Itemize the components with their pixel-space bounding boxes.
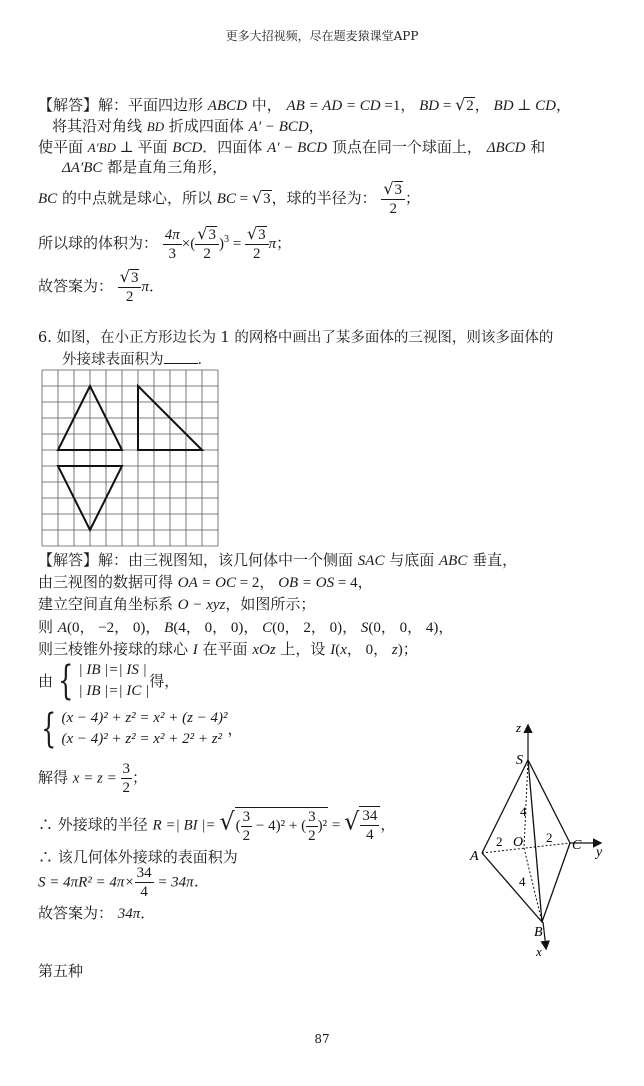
math-abc: ABC bbox=[439, 553, 468, 569]
fraction-numerator: 34 bbox=[362, 808, 378, 824]
solution6-line1 bbox=[38, 551, 517, 570]
fraction bbox=[163, 226, 182, 263]
fraction bbox=[360, 807, 379, 844]
fraction bbox=[381, 180, 405, 218]
text: 顶点在同一个球面上， bbox=[327, 138, 487, 156]
fraction-denominator: 2 bbox=[308, 827, 316, 844]
solution6-line12 bbox=[38, 904, 155, 923]
label-a: A bbox=[470, 849, 479, 864]
punct: ． bbox=[140, 904, 156, 922]
equation: | IB |=| IC | bbox=[78, 683, 150, 699]
text: 故答案为： bbox=[38, 277, 118, 295]
math-triangle: ΔBCD bbox=[486, 140, 526, 156]
math-eq: = bbox=[328, 817, 345, 834]
punct: ； bbox=[405, 189, 421, 207]
solution5-line5 bbox=[38, 180, 420, 218]
answer-tag: 【解答】解：平面四边形 bbox=[38, 96, 208, 114]
text: 的中点就是球心，所以 bbox=[57, 189, 217, 207]
math-equality: x = z = bbox=[72, 770, 121, 787]
math-abs: =| BI |= bbox=[161, 817, 220, 834]
math-eq: = bbox=[228, 236, 245, 252]
fraction-denominator: 2 bbox=[203, 246, 211, 262]
math-coord-system: O − xyz bbox=[177, 597, 226, 613]
label-s: S bbox=[516, 753, 523, 768]
answer-value: 34π bbox=[117, 906, 141, 922]
coord-a: (0， −2， 0)， bbox=[66, 620, 161, 636]
solution5-line1 bbox=[38, 96, 571, 115]
text: 故答案为： bbox=[38, 904, 118, 922]
equation: (x − 4)² + z² = x² + 2² + z² bbox=[61, 731, 223, 747]
perp-symbol: ⊥ bbox=[513, 98, 536, 114]
math-expr: )² bbox=[317, 817, 328, 834]
math-bcd: BCD bbox=[172, 140, 203, 156]
text: ，如图所示； bbox=[225, 595, 316, 613]
math-eq: = bbox=[439, 98, 456, 114]
sqrt-icon: √ bbox=[197, 224, 208, 243]
solution6-line2 bbox=[38, 573, 373, 592]
text: 平面 bbox=[137, 138, 173, 156]
text: 外接球表面积为 bbox=[62, 352, 164, 368]
coord-s: (0， 0， 4)， bbox=[368, 620, 454, 636]
length-oa: 2 bbox=[496, 834, 503, 849]
solution6-line9 bbox=[38, 806, 395, 845]
math-equality: AB = AD = CD bbox=[286, 98, 381, 114]
sqrt-icon: √ bbox=[251, 188, 263, 207]
fraction bbox=[135, 864, 154, 901]
sqrt-icon: √ bbox=[219, 807, 235, 836]
math-equality: OA = OC bbox=[177, 575, 236, 591]
equation-system bbox=[78, 660, 149, 702]
text: 上，设 bbox=[275, 640, 331, 658]
problem6-line1: 6. 如图，在小正方形边长为 1 的网格中画出了某多面体的三视图，则该多面体的 bbox=[38, 330, 554, 346]
fraction-numerator: 3 bbox=[308, 808, 316, 825]
sqrt-icon: √ bbox=[383, 179, 394, 198]
text: 建立空间直角坐标系 bbox=[38, 595, 178, 613]
punct: ． bbox=[149, 277, 165, 295]
sqrt-body bbox=[359, 806, 380, 844]
fraction-denominator: 4 bbox=[140, 884, 148, 900]
fraction bbox=[241, 808, 253, 845]
fraction-denominator: 2 bbox=[122, 780, 131, 796]
text: ．四面体 bbox=[202, 138, 268, 156]
fraction bbox=[118, 268, 142, 306]
brace-icon: { bbox=[58, 658, 74, 704]
solution6-line8 bbox=[38, 760, 147, 797]
text: 所以球的体积为： bbox=[38, 234, 163, 252]
equation: | IB |=| IS | bbox=[78, 662, 147, 678]
solution5-line6 bbox=[38, 225, 291, 263]
text: 与底面 bbox=[384, 551, 439, 569]
fraction-numerator: 3 bbox=[130, 270, 139, 286]
fraction bbox=[245, 225, 269, 263]
text: 由三视图的数据可得 bbox=[38, 573, 178, 591]
math-abcd: ABCD bbox=[207, 98, 247, 114]
math-expr: − 4)² + ( bbox=[252, 817, 307, 834]
grid-lines bbox=[42, 370, 218, 546]
math-tetrahedron: A′ − BCD bbox=[267, 140, 328, 156]
math-pi: π bbox=[268, 236, 277, 252]
solution5-line4 bbox=[62, 158, 227, 177]
math-expr: = 34π． bbox=[153, 874, 209, 891]
sqrt-icon: √ bbox=[455, 95, 466, 114]
fraction-numerator: 3 bbox=[242, 808, 251, 825]
math-paren: ) bbox=[218, 236, 224, 252]
text: 则 bbox=[38, 618, 58, 636]
solution6-line6 bbox=[38, 660, 179, 702]
solution6-line11 bbox=[38, 864, 209, 901]
math-cd: CD bbox=[535, 98, 556, 114]
length-os: 4 bbox=[520, 804, 527, 819]
text: 使平面 bbox=[38, 138, 88, 156]
coord-c: (0， 2， 0)， bbox=[272, 620, 358, 636]
label-c: C bbox=[572, 838, 582, 853]
sqrt-body bbox=[235, 807, 328, 845]
coord-b: (4， 0， 0)， bbox=[173, 620, 259, 636]
sqrt-icon: √ bbox=[344, 807, 360, 836]
page-number: 87 bbox=[314, 1032, 330, 1046]
punct: ； bbox=[132, 768, 148, 787]
fraction bbox=[195, 225, 219, 263]
fraction-numerator: 3 bbox=[258, 227, 266, 243]
tetrahedron-figure bbox=[460, 712, 620, 962]
text: 【解答】解：由三视图知，该几何体中一个侧面 bbox=[38, 551, 358, 569]
solution6-line7 bbox=[36, 708, 243, 750]
math-bc: BC bbox=[216, 191, 236, 207]
solution5-line3 bbox=[38, 138, 545, 157]
solution6-line10: ∴ 该几何体外接球的表面积为 bbox=[38, 848, 238, 866]
text: 则三棱锥外接球的球心 bbox=[38, 640, 193, 658]
fraction-numerator: 4π bbox=[164, 226, 180, 243]
text: 折成四面体 bbox=[164, 117, 249, 135]
math-pi: π bbox=[141, 279, 149, 295]
paren: )； bbox=[397, 642, 418, 658]
math-eq: = bbox=[235, 191, 252, 207]
punct: ， bbox=[308, 117, 324, 135]
paren: ( bbox=[335, 642, 341, 658]
fraction bbox=[306, 808, 318, 845]
label-x: x bbox=[536, 944, 542, 959]
punct: ； bbox=[276, 234, 292, 252]
punct: ， bbox=[227, 720, 243, 738]
label-b: B bbox=[534, 925, 543, 940]
text: 解得 bbox=[38, 768, 73, 787]
brace-icon: { bbox=[41, 706, 57, 752]
fraction-denominator: 2 bbox=[242, 827, 251, 844]
text: 中， bbox=[246, 96, 287, 114]
fraction-denominator: 2 bbox=[253, 246, 261, 262]
text: ，球的半径为： bbox=[271, 189, 382, 207]
answer-blank bbox=[164, 349, 198, 364]
solution6-line3 bbox=[38, 595, 315, 614]
point-s: S bbox=[357, 620, 369, 636]
section-title: 第五种 bbox=[38, 962, 84, 980]
math-plane: A′BD bbox=[87, 140, 116, 155]
math-triangle: ΔA′BC bbox=[62, 160, 103, 176]
math-sac: SAC bbox=[357, 553, 385, 569]
equation-system bbox=[61, 708, 227, 750]
x-axis-arrow bbox=[543, 922, 546, 948]
punct: ， bbox=[556, 96, 572, 114]
var-r: R bbox=[152, 817, 162, 834]
math-tetrahedron: A′ − BCD bbox=[248, 119, 309, 135]
label-y: y bbox=[596, 845, 603, 860]
math-bd: BD bbox=[415, 98, 440, 114]
point-i: I bbox=[330, 642, 336, 658]
label-o: O bbox=[513, 835, 524, 850]
sqrt-arg: 3 bbox=[263, 191, 271, 207]
punct: ， bbox=[380, 815, 396, 834]
text: 和 bbox=[525, 138, 546, 156]
punct: ． bbox=[197, 352, 212, 368]
fraction bbox=[121, 760, 133, 797]
var-x: x bbox=[340, 642, 347, 658]
text: ∴ 外接球的半径 bbox=[38, 815, 153, 834]
text: 在平面 bbox=[197, 640, 253, 658]
equation: (x − 4)² + z² = x² + (z − 4)² bbox=[61, 710, 228, 726]
length-ob: 4 bbox=[519, 874, 526, 889]
point-b: B bbox=[160, 620, 174, 636]
math-equality: OB = OS bbox=[274, 575, 335, 591]
exponent: 3 bbox=[223, 234, 229, 245]
fraction-denominator: 3 bbox=[168, 245, 177, 262]
fraction-numerator: 34 bbox=[136, 865, 152, 881]
problem6-line2 bbox=[62, 349, 212, 369]
math-value: = 2， bbox=[235, 575, 275, 591]
text: 由 bbox=[38, 672, 54, 690]
paren: ( bbox=[235, 817, 241, 834]
page-header-banner: 更多大招视频，尽在题麦猿课堂APP bbox=[225, 29, 419, 43]
math-expr: S = 4πR² = 4π× bbox=[38, 874, 135, 891]
math-bc: BC bbox=[38, 191, 58, 207]
var-z: z bbox=[391, 642, 398, 658]
math-value: = 4， bbox=[334, 575, 373, 591]
math-plane: xOz bbox=[252, 642, 276, 658]
sqrt-icon: √ bbox=[119, 267, 130, 286]
fraction-denominator: 2 bbox=[389, 201, 397, 217]
text: 得， bbox=[149, 672, 180, 690]
point-i: I bbox=[192, 642, 198, 658]
math-bd: BD bbox=[146, 119, 165, 134]
fraction-numerator: 3 bbox=[208, 227, 216, 243]
sqrt-arg: 2 bbox=[466, 98, 474, 114]
text: 将其沿对角线 bbox=[52, 117, 147, 135]
coord: ， 0， bbox=[346, 642, 392, 658]
point-a: A bbox=[57, 620, 67, 636]
math-bd: BD bbox=[493, 98, 514, 114]
text: 垂直， bbox=[467, 551, 518, 569]
comma: ， bbox=[474, 98, 494, 114]
point-c: C bbox=[258, 620, 273, 636]
fraction-denominator: 2 bbox=[125, 289, 134, 305]
solution6-line4 bbox=[38, 618, 453, 637]
fraction-denominator: 4 bbox=[366, 827, 374, 843]
math-value: =1， bbox=[380, 98, 416, 114]
text: 都是直角三角形， bbox=[102, 158, 228, 176]
label-z: z bbox=[516, 720, 522, 735]
fraction-numerator: 3 bbox=[394, 182, 403, 198]
sqrt-icon: √ bbox=[246, 224, 258, 243]
three-view-grid-figure bbox=[40, 368, 222, 548]
fraction-numerator: 3 bbox=[122, 761, 131, 777]
math-op: ×( bbox=[181, 236, 196, 252]
length-oc: 2 bbox=[546, 830, 553, 845]
solution5-line7 bbox=[38, 268, 164, 306]
solution6-line5 bbox=[38, 640, 418, 659]
solution5-line2 bbox=[52, 117, 324, 136]
perp-symbol: ⊥ bbox=[115, 140, 138, 156]
